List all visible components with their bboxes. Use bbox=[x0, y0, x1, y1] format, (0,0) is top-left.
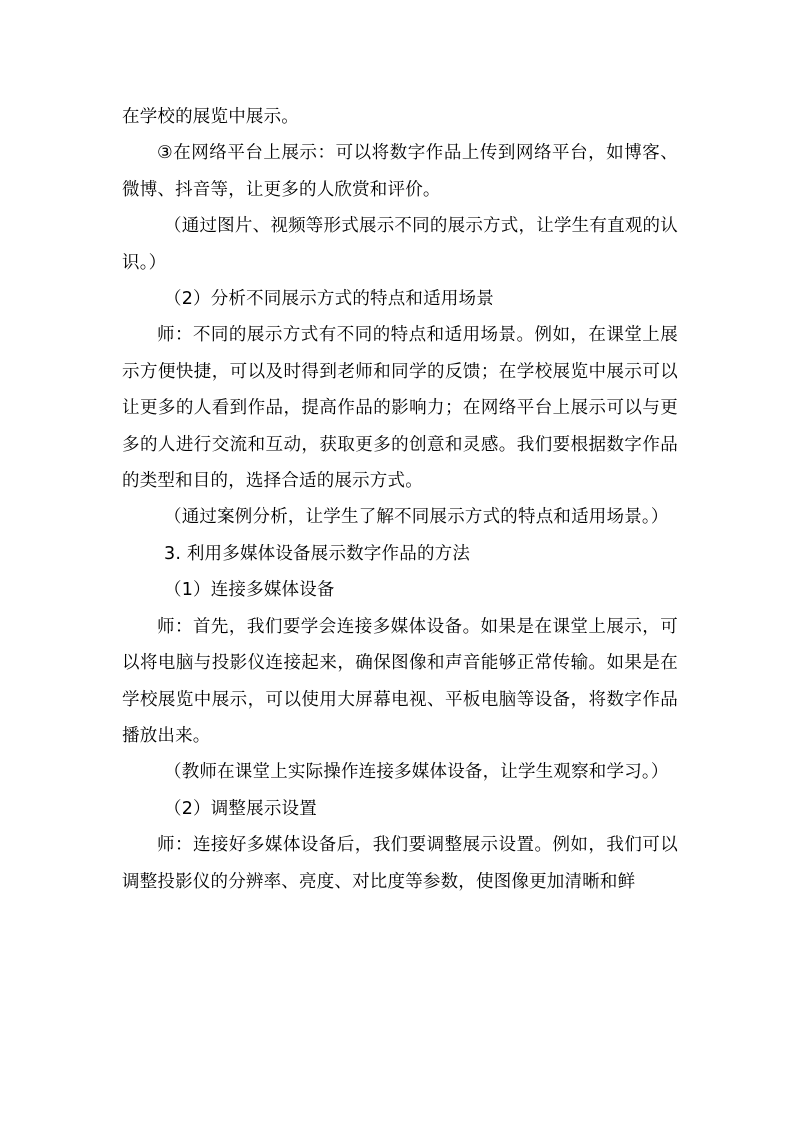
heading-adjust-display-settings: （2）调整展示设置 bbox=[164, 798, 317, 819]
paragraph-continuation: 在学校的展览中展示。 bbox=[122, 107, 299, 127]
heading-connect-multimedia-devices: （1）连接多媒体设备 bbox=[164, 580, 335, 601]
paragraph-teacher-adjust-settings: 师：连接好多媒体设备后，我们要调整展示设置。例如，我们可以调整投影仪的分辨率、亮度、对比度等参数，使图像更加清晰和鲜 bbox=[122, 835, 678, 892]
heading-multimedia-display-methods: 3. 利用多媒体设备展示数字作品的方法 bbox=[164, 543, 471, 564]
heading-analyze-display-methods: （2）分析不同展示方式的特点和适用场景 bbox=[164, 289, 494, 310]
paragraph-online-platform-display: ③在网络平台上展示：可以将数字作品上传到网络平台，如博客、微博、抖音等，让更多的人欣赏和评价。 bbox=[122, 143, 678, 200]
document-body bbox=[122, 99, 678, 900]
paragraph-teacher-demo-note: （教师在课堂上实际操作连接多媒体设备，让学生观察和学习。） bbox=[164, 762, 669, 783]
paragraph-teacher-display-features: 师：不同的展示方式有不同的特点和适用场景。例如，在课堂上展示方便快捷，可以及时得到老师和同学的反馈；在学校展览中展示可以让更多的人看到作品，提高作品的影响力；在网络平台上展示可以与更多的人进行交流和互动，获取更多的创意和灵感。我们要根据数字作品的类型和目的，选择合适的展示方式。 bbox=[122, 325, 678, 492]
paragraph-display-method-note: （通过图片、视频等形式展示不同的展示方式，让学生有直观的认识。） bbox=[122, 216, 678, 273]
paragraph-teacher-connect-devices: 师：首先，我们要学会连接多媒体设备。如果是在课堂上展示，可以将电脑与投影仪连接起来，确保图像和声音能够正常传输。如果是在学校展览中展示，可以使用大屏幕电视、平板电脑等设备，将数字作品播放出来。 bbox=[122, 616, 678, 746]
paragraph-case-analysis-note: （通过案例分析，让学生了解不同展示方式的特点和适用场景。） bbox=[164, 507, 669, 528]
